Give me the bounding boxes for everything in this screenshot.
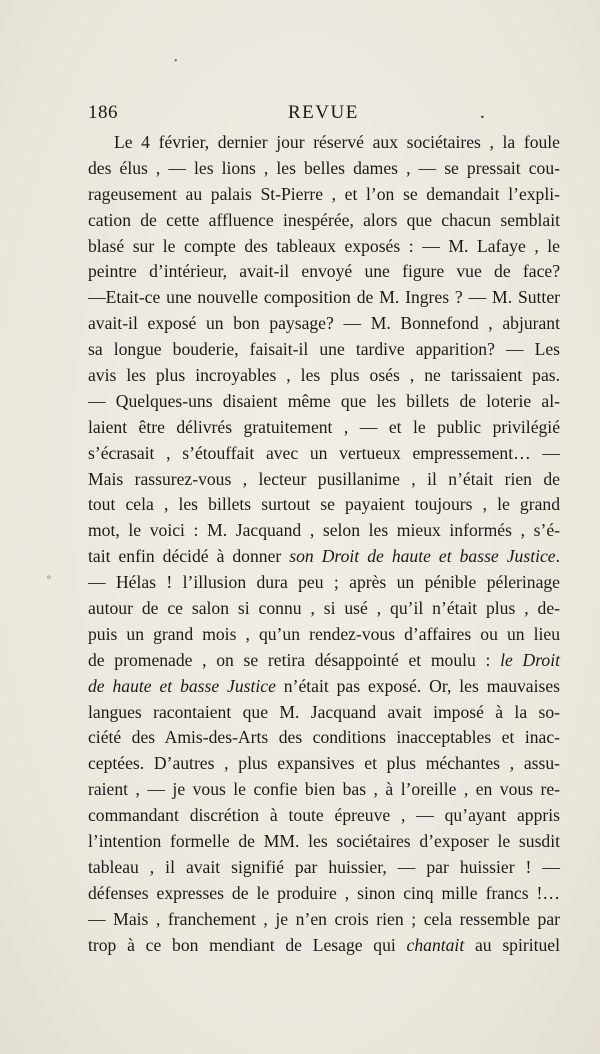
text-segment: tait enfin décidé à donner bbox=[88, 546, 290, 567]
text-segment: blasé sur le compte des tableaux exposés : — M. Lafaye , le bbox=[88, 235, 560, 256]
text-line bbox=[88, 363, 560, 389]
italic-text: le Droit bbox=[500, 649, 560, 670]
text-segment: ciété des Amis-des-Arts des conditions inacceptables et inac- bbox=[88, 727, 560, 748]
text-segment: . bbox=[555, 546, 560, 567]
text-line bbox=[88, 389, 560, 415]
text-segment: défenses expresses de le produire , sinon cinq mille francs !… bbox=[88, 882, 560, 903]
text-line bbox=[88, 829, 560, 855]
text-line bbox=[88, 208, 560, 234]
text-line bbox=[88, 570, 560, 596]
body-text bbox=[88, 130, 560, 959]
text-line bbox=[88, 725, 560, 751]
text-segment: Le 4 février, dernier jour réservé aux sociétaires , la foule bbox=[114, 132, 560, 152]
text-line bbox=[88, 622, 560, 648]
page-number: 186 bbox=[88, 102, 118, 123]
text-segment: tableau , il avait signifié par huissier, — par huissier ! — bbox=[88, 856, 560, 877]
text-segment: n’était pas exposé. Or, les mauvaises bbox=[275, 675, 560, 696]
italic-text: son Droit de haute et basse Justice bbox=[289, 546, 556, 567]
text-line bbox=[88, 881, 560, 907]
text-line bbox=[88, 182, 560, 208]
text-segment: de promenade , on se retira désappointé et moulu : bbox=[88, 649, 501, 670]
text-line bbox=[88, 907, 560, 933]
running-head-dot: . bbox=[480, 102, 485, 123]
text-line bbox=[88, 259, 560, 285]
text-segment: puis un grand mois , qu’un rendez-vous d’affaires ou un lieu bbox=[88, 623, 560, 644]
text-segment: Mais rassurez-vous , lecteur pusillanime , il n’était rien de bbox=[88, 468, 560, 489]
text-segment: mot, le voici : M. Jacquand , selon les mieux informés , s’é- bbox=[88, 520, 560, 541]
text-segment: ceptées. D’autres , plus expansives et plus méchantes , assu- bbox=[88, 753, 560, 774]
text-segment: des élus , — les lions , les belles dames , — se pressait cou- bbox=[88, 157, 560, 178]
text-segment: l’intention formelle de MM. les sociétaires d’exposer le susdit bbox=[88, 831, 560, 852]
page-header bbox=[88, 102, 558, 130]
text-line bbox=[88, 596, 560, 622]
text-segment: commandant discrétion à toute épreuve , — qu’ayant appris bbox=[88, 805, 560, 826]
text-line bbox=[88, 648, 560, 674]
text-segment: —Etait-ce une nouvelle composition de M. Ingres ? — M. Sutter bbox=[88, 287, 560, 308]
text-line bbox=[88, 441, 560, 467]
text-segment: s’écrasait , s’étouffait avec un vertueux empressement… — bbox=[88, 442, 560, 463]
text-line bbox=[88, 777, 560, 803]
text-line bbox=[88, 467, 560, 493]
text-line bbox=[88, 674, 560, 700]
text-line bbox=[88, 544, 560, 570]
text-line bbox=[88, 700, 560, 726]
text-line bbox=[88, 285, 560, 311]
text-segment: autour de ce salon si connu , si usé , qu’il n’était plus , de- bbox=[88, 598, 560, 619]
text-segment: cation de cette affluence inespérée, alors que chacun semblait bbox=[88, 209, 560, 230]
top-ink-mark: • bbox=[174, 56, 178, 67]
text-line bbox=[88, 415, 560, 441]
text-segment: sa longue bouderie, faisait-il une tardive apparition? — Les bbox=[88, 339, 560, 360]
text-segment: peintre d’intérieur, avait-il envoyé une figure vue de face? bbox=[88, 261, 560, 282]
text-segment: avis les plus incroyables , les plus osés , ne tarissaient pas. bbox=[88, 365, 560, 386]
running-head: REVUE bbox=[288, 102, 359, 123]
text-segment: raient , — je vous le confie bien bas , à l’oreille , en vous re- bbox=[88, 779, 560, 800]
text-line bbox=[88, 311, 560, 337]
text-line bbox=[88, 130, 560, 156]
text-line bbox=[88, 751, 560, 777]
text-line bbox=[88, 803, 560, 829]
text-segment: rageusement au palais St-Pierre , et l’on se demandait l’expli- bbox=[88, 183, 560, 204]
text-line bbox=[88, 933, 560, 959]
italic-text: de haute et basse Justice bbox=[88, 675, 276, 696]
text-line bbox=[88, 518, 560, 544]
text-segment: — Hélas ! l’illusion dura peu ; après un pénible pélerinage bbox=[88, 572, 560, 593]
margin-ink-mark: ∘ bbox=[46, 570, 52, 584]
italic-text: chantait bbox=[406, 934, 465, 955]
text-segment: — Mais , franchement , je n’en crois rien ; cela ressemble par bbox=[88, 908, 560, 929]
text-line bbox=[88, 156, 560, 182]
text-line bbox=[88, 337, 560, 363]
text-segment: au spirituel bbox=[464, 934, 560, 955]
text-line bbox=[88, 492, 560, 518]
text-line bbox=[88, 234, 560, 260]
text-segment: avait-il exposé un bon paysage? — M. Bonnefond , abjurant bbox=[88, 313, 560, 334]
text-segment: tout cela , les billets surtout se payaient toujours , le grand bbox=[88, 494, 560, 515]
text-segment: — Quelques-uns disaient même que les billets de loterie al- bbox=[88, 390, 560, 411]
text-segment: trop à ce bon mendiant de Lesage qui bbox=[88, 934, 407, 955]
text-segment: langues racontaient que M. Jacquand avait imposé à la so- bbox=[88, 701, 560, 722]
text-segment: laient être délivrés gratuitement , — et le public privilégié bbox=[88, 416, 560, 437]
text-line bbox=[88, 855, 560, 881]
